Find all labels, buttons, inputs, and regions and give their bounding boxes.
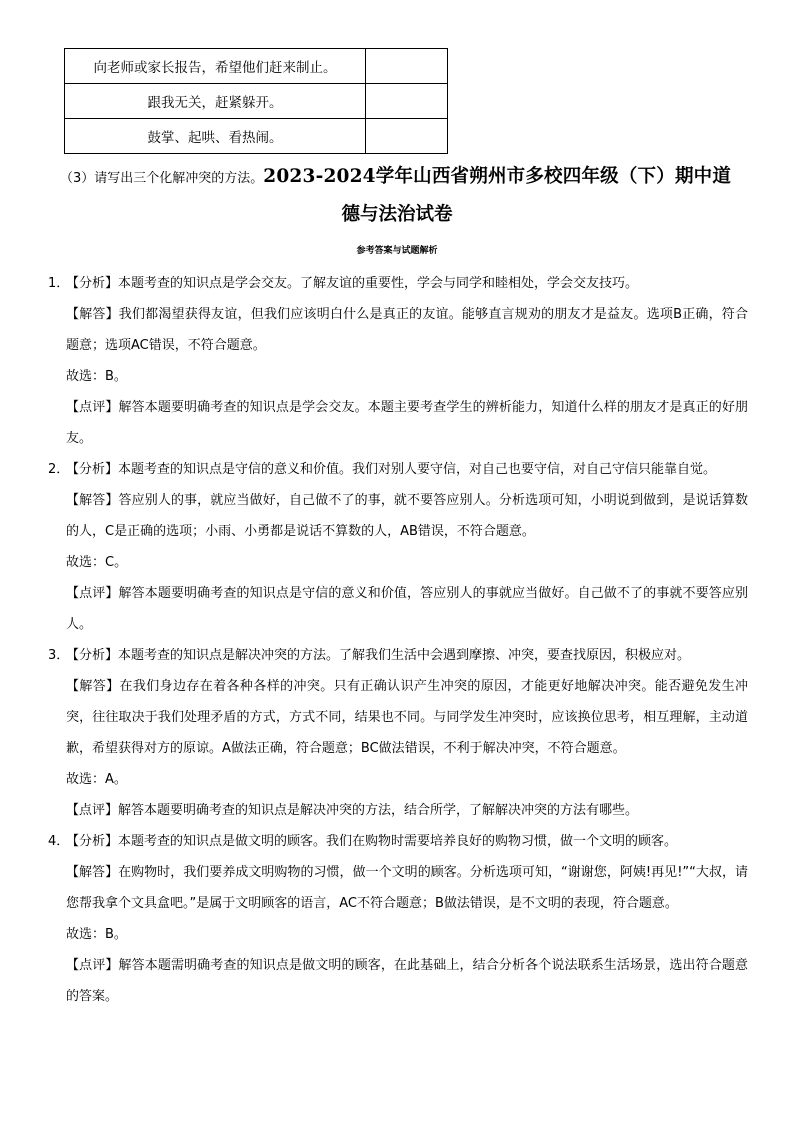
option-text: 向老师或家长报告，希望他们赶来制止。 bbox=[65, 49, 366, 84]
exam-title-continued: 德与法治试卷 bbox=[341, 204, 453, 225]
answer-item bbox=[48, 640, 748, 826]
choice-text: 故选：B。 bbox=[66, 369, 127, 384]
table-row bbox=[65, 119, 448, 154]
question-3-line bbox=[60, 162, 760, 194]
answer-item bbox=[48, 268, 748, 454]
choice-text: 故选：A。 bbox=[66, 772, 127, 787]
solution-text: 【解答】我们都渴望获得友谊，但我们应该明白什么是真正的友谊。能够直言规劝的朋友才是益友。选项B正确，符合题意；选项AC错误，不符合题意。 bbox=[66, 307, 748, 353]
table-row bbox=[65, 49, 448, 84]
analysis-text: 【分析】本题考查的知识点是学会交友。了解友谊的重要性，学会与同学和睦相处，学会交友技巧。 bbox=[66, 276, 639, 291]
option-text: 跟我无关，赶紧躲开。 bbox=[65, 84, 366, 119]
question-3-prompt: （3）请写出三个化解冲突的方法。 bbox=[60, 171, 264, 186]
choice-text: 故选：B。 bbox=[66, 927, 127, 942]
comment-text: 【点评】解答本题要明确考查的知识点是解决冲突的方法，结合所学，了解解决冲突的方法有哪些。 bbox=[66, 803, 639, 818]
analysis-text: 【分析】本题考查的知识点是做文明的顾客。我们在购物时需要培养良好的购物习惯，做一个文明的顾客。 bbox=[66, 834, 678, 849]
option-answer-cell[interactable] bbox=[366, 119, 448, 154]
comment-text: 【点评】解答本题需明确考查的知识点是做文明的顾客，在此基础上，结合分析各个说法联系生活场景，选出符合题意的答案。 bbox=[66, 958, 748, 1004]
answer-item bbox=[48, 826, 748, 1012]
answer-number: 4． bbox=[48, 834, 70, 849]
answers-section bbox=[48, 268, 748, 1012]
comment-text: 【点评】解答本题要明确考查的知识点是守信的意义和价值，答应别人的事就应当做好。自己做不了的事就不要答应别人。 bbox=[66, 586, 748, 632]
answer-item bbox=[48, 454, 748, 640]
solution-text: 【解答】在我们身边存在着各种各样的冲突。只有正确认识产生冲突的原因，才能更好地解决冲突。能否避免发生冲突，往往取决于我们处理矛盾的方式，方式不同，结果也不同。与同学发生冲突时，应该换位思考，相互理解，主动道歉，希望获得对方的原谅。A做法正确，符合题意；BC做法错误，不利于解决冲突，不符合题意。 bbox=[66, 679, 748, 756]
table-row bbox=[65, 84, 448, 119]
option-answer-cell[interactable] bbox=[366, 84, 448, 119]
option-answer-cell[interactable] bbox=[366, 49, 448, 84]
answer-number: 2． bbox=[48, 462, 70, 477]
exam-title: 2023-2024学年山西省朔州市多校四年级（下）期中道 bbox=[263, 166, 732, 187]
answer-number: 3． bbox=[48, 648, 70, 663]
choice-text: 故选：C。 bbox=[66, 555, 128, 570]
options-table bbox=[64, 48, 448, 154]
comment-text: 【点评】解答本题要明确考查的知识点是学会交友。本题主要考查学生的辨析能力，知道什么样的朋友才是真正的好朋友。 bbox=[66, 400, 748, 446]
analysis-text: 【分析】本题考查的知识点是解决冲突的方法。了解我们生活中会遇到摩擦、冲突，要查找原因，积极应对。 bbox=[66, 648, 691, 663]
answer-number: 1． bbox=[48, 276, 70, 291]
analysis-text: 【分析】本题考查的知识点是守信的意义和价值。我们对别人要守信，对自己也要守信，对自己守信只能靠自觉。 bbox=[66, 462, 717, 477]
solution-text: 【解答】在购物时，我们要养成文明购物的习惯，做一个文明的顾客。分析选项可知，“谢谢您，阿姨!再见!”“大叔，请您帮我拿个文具盒吧。”是属于文明顾客的语言，AC不符合题意；B做法错误，是不文明的表现，符合题意。 bbox=[66, 865, 748, 911]
option-text: 鼓掌、起哄、看热闹。 bbox=[65, 119, 366, 154]
answer-key-subtitle: 参考答案与试题解析 bbox=[356, 246, 438, 256]
solution-text: 【解答】答应别人的事，就应当做好，自己做不了的事，就不要答应别人。分析选项可知，小明说到做到，是说话算数的人，C是正确的选项；小雨、小勇都是说话不算数的人，AB错误，不符合题意。 bbox=[66, 493, 748, 539]
